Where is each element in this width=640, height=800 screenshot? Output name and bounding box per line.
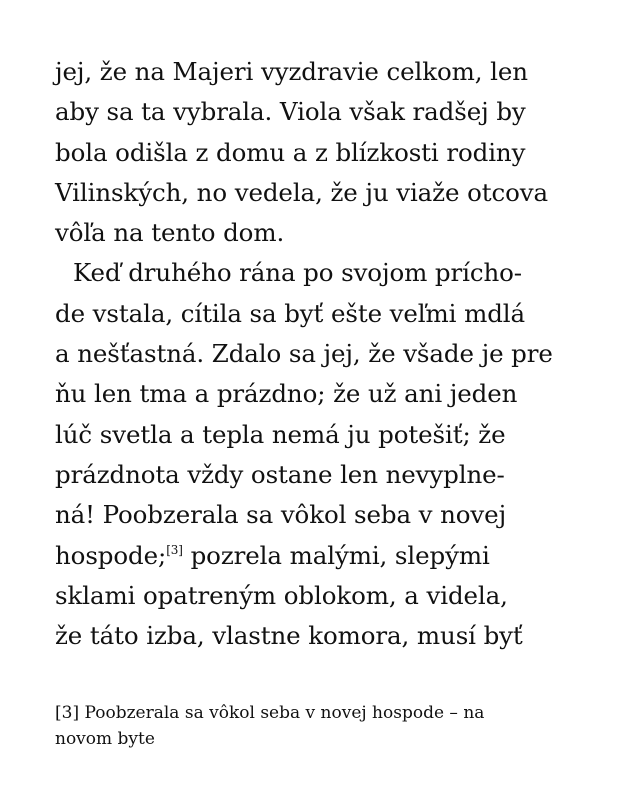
- text-line: bola odišla z domu a z blízkosti rodiny: [55, 137, 526, 167]
- text-line: prázdnota vždy ostane len nevyplne-: [55, 459, 505, 489]
- footnote: [55, 700, 615, 752]
- text-line: Vilinských, no vedela, že ju viaže otcova: [55, 177, 548, 207]
- text-line: a nešťastná. Zdalo sa jej, že všade je pre: [55, 339, 553, 369]
- body-text: [55, 52, 615, 656]
- text-line: jej, že na Majeri vyzdravie celkom, len: [55, 57, 528, 86]
- footnote-reference[interactable]: [3]: [166, 542, 183, 557]
- text-line: Keď druhého rána po svojom prícho-: [73, 258, 522, 288]
- footnote-line: [3] Poobzerala sa vôkol seba v novej hospode – na: [55, 703, 485, 723]
- text-line-with-footnote: [55, 536, 615, 576]
- text-segment: hospode;: [55, 540, 167, 570]
- text-segment: pozrela malými, slepými: [190, 540, 490, 570]
- footnote-line: novom byte: [55, 729, 155, 749]
- text-line: že táto izba, vlastne komora, musí byť: [55, 621, 523, 651]
- text-line: aby sa ta vybrala. Viola však radšej by: [55, 97, 526, 127]
- text-line: vôľa na tento dom.: [55, 218, 285, 248]
- text-line: sklami opatreným oblokom, a videla,: [55, 580, 508, 610]
- text-line: ňu len tma a prázdno; že už ani jeden: [55, 379, 518, 409]
- text-line: de vstala, cítila sa byť ešte veľmi mdlá: [55, 298, 526, 328]
- text-line: ná! Poobzerala sa vôkol seba v novej: [55, 500, 507, 530]
- text-line: lúč svetla a tepla nemá ju potešiť; že: [55, 419, 506, 449]
